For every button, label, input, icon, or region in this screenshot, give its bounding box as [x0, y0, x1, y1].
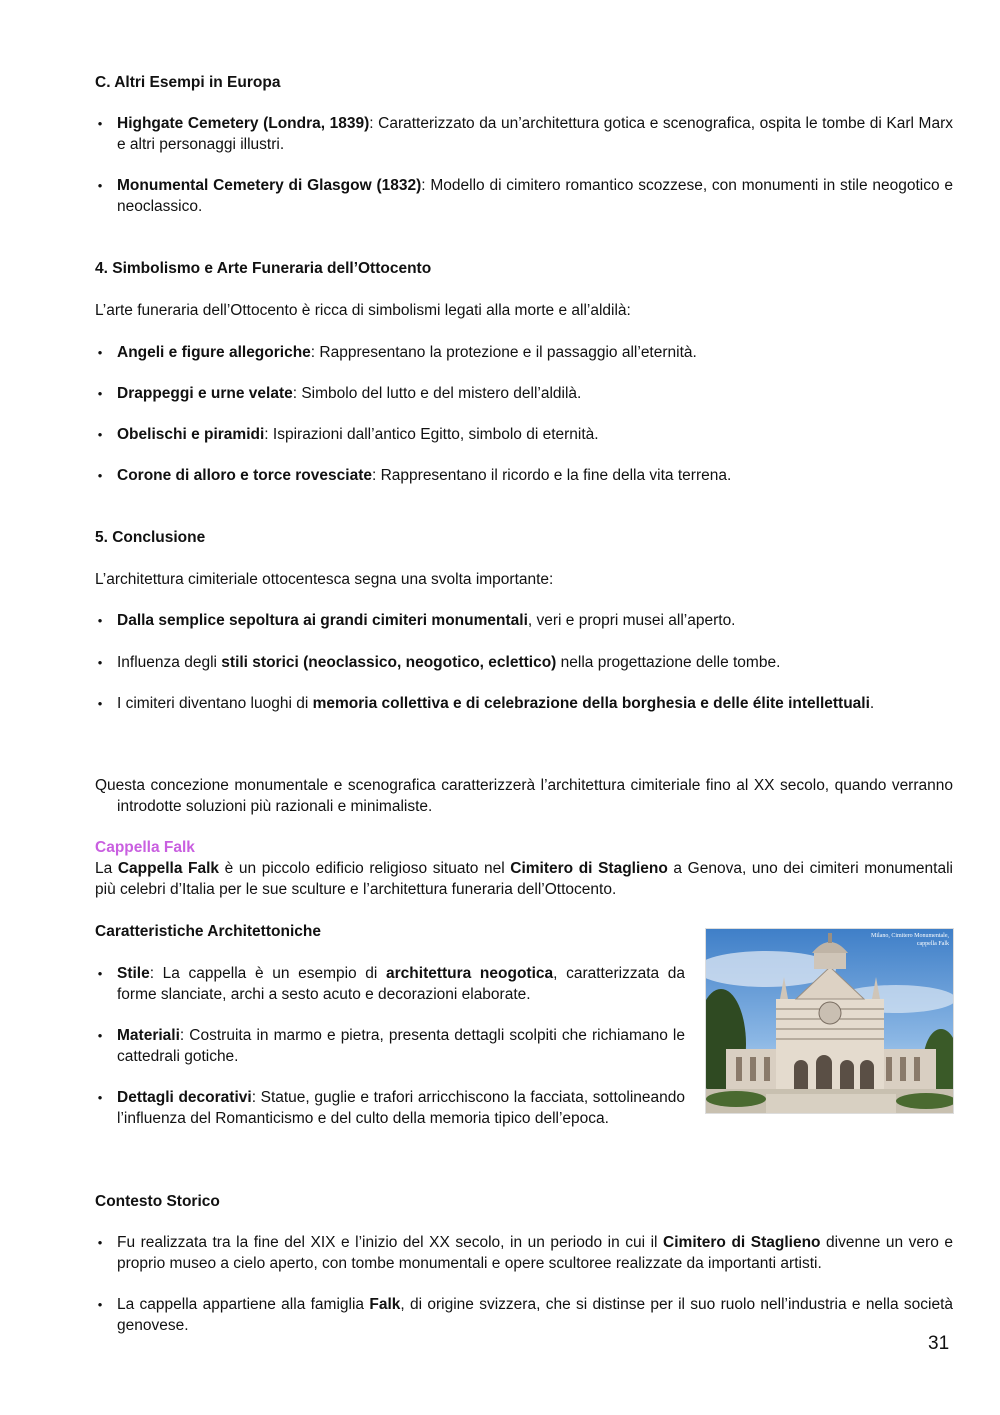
- bullet-icon: •: [97, 178, 103, 193]
- chapel-illustration: [706, 929, 953, 1113]
- item-text: : Rappresentano il ricordo e la fine della vita terrena.: [371, 467, 732, 484]
- cappella-falk-title: Cappella Falk: [95, 839, 195, 856]
- intro-term: Cimitero di Staglieno: [510, 860, 668, 877]
- bullet-icon: •: [97, 468, 103, 483]
- item-term: Dalla semplice sepoltura ai grandi cimiteri monumentali: [117, 612, 528, 629]
- list-item: [95, 342, 953, 363]
- conclusione-intro: L’architettura cimiteriale ottocentesca segna una svolta importante:: [95, 571, 554, 588]
- heading-simbolismo: 4. Simbolismo e Arte Funeraria dell’Ottocento: [95, 260, 432, 277]
- item-text: , veri e propri musei all’aperto.: [527, 612, 736, 629]
- item-term: memoria collettiva e di celebrazione della borghesia e delle élite intellettuali: [312, 695, 870, 712]
- item-term: Drappeggi e urne velate: [117, 385, 293, 402]
- item-term: Cimitero di Staglieno: [663, 1234, 821, 1251]
- bullet-icon: •: [97, 386, 103, 401]
- item-text: : Simbolo del lutto e del mistero dell’aldilà.: [292, 385, 582, 402]
- list-item: [95, 610, 953, 631]
- list-item: [95, 1294, 953, 1336]
- page-number: 31: [928, 1333, 950, 1354]
- heading-altri-esempi: C. Altri Esempi in Europa: [95, 74, 281, 91]
- list-item: [95, 383, 953, 404]
- list-item: [95, 424, 953, 445]
- item-text: : Caratterizzato da un’architettura gotica e scenografica, ospita le tombe di Karl Marx e altri personaggi illustri.: [117, 115, 953, 153]
- list-item: [95, 1232, 953, 1274]
- list-item: [95, 1087, 685, 1129]
- item-text: : Modello di cimitero romantico scozzese, con monumenti in stile neogotico e neoclassico.: [117, 177, 954, 215]
- heading-caratteristiche: Caratteristiche Architettoniche: [95, 923, 321, 940]
- item-term: Dettagli decorativi: [117, 1089, 252, 1106]
- cappella-falk-photo: [705, 928, 954, 1114]
- item-term: Monumental Cemetery di Glasgow (1832): [117, 177, 422, 194]
- bullet-icon: •: [97, 427, 103, 442]
- cappella-falk-intro: [95, 858, 953, 900]
- item-text: , caratterizzata da forme slanciate, archi a sesto acuto e decorazioni elaborate.: [117, 965, 686, 1003]
- list-item: [95, 652, 953, 673]
- item-text: , di origine svizzera, che si distinse per il suo ruolo nell’industria e nella società genovese.: [117, 1296, 953, 1334]
- item-text: Influenza degli: [117, 654, 222, 671]
- item-term: Angeli e figure allegoriche: [117, 344, 311, 361]
- bullet-icon: •: [97, 1297, 103, 1312]
- intro-text: La: [95, 860, 118, 877]
- heading-conclusione: 5. Conclusione: [95, 529, 206, 546]
- item-text: divenne un vero e proprio museo a cielo aperto, con tombe monumentali e opere scultoree realizzate da importanti artisti.: [117, 1234, 953, 1272]
- item-text: .: [869, 695, 875, 712]
- list-item: [95, 1025, 685, 1067]
- photo-caption-line: cappella Falk: [916, 941, 949, 947]
- bullet-icon: •: [97, 1090, 103, 1105]
- list-item: [95, 465, 953, 486]
- item-term: Corone di alloro e torce rovesciate: [117, 467, 372, 484]
- item-term: Materiali: [117, 1027, 180, 1044]
- bullet-icon: •: [97, 116, 103, 131]
- bullet-icon: •: [97, 655, 103, 670]
- item-text: : La cappella è un esempio di: [149, 965, 387, 982]
- item-term: Highgate Cemetery (Londra, 1839): [117, 115, 370, 132]
- item-text: I cimiteri diventano luoghi di: [117, 695, 313, 712]
- photo-caption: [871, 932, 949, 948]
- item-term: Falk: [369, 1296, 401, 1313]
- item-term: architettura neogotica: [386, 965, 554, 982]
- intro-term: Cappella Falk: [117, 860, 220, 877]
- list-item: [95, 175, 953, 217]
- item-term: Stile: [117, 965, 150, 982]
- item-text: nella progettazione delle tombe.: [556, 654, 781, 671]
- item-text: : Ispirazioni dall’antico Egitto, simbolo di eternità.: [264, 426, 599, 443]
- bullet-icon: •: [97, 966, 103, 981]
- simbolismo-intro: L’arte funeraria dell’Ottocento è ricca di simbolismi legati alla morte e all’aldilà:: [95, 302, 631, 319]
- closing-paragraph: Questa concezione monumentale e scenografica caratterizzerà l’architettura cimiteriale fino al XX secolo, quando verranno introdotte soluzioni più razionali e minimaliste.: [95, 777, 953, 815]
- bullet-icon: •: [97, 696, 103, 711]
- bullet-icon: •: [97, 613, 103, 628]
- list-item: [95, 113, 953, 155]
- item-text: : Statue, guglie e trafori arricchiscono la facciata, sottolineando l’influenza del Romanticismo e del culto della memoria tipico dell’epoca.: [117, 1089, 685, 1127]
- item-term: Obelischi e piramidi: [117, 426, 265, 443]
- bullet-icon: •: [97, 1235, 103, 1250]
- item-text: : Costruita in marmo e pietra, presenta dettagli scolpiti che richiamano le cattedrali gotiche.: [117, 1027, 685, 1065]
- item-text: Fu realizzata tra la fine del XIX e l’inizio del XX secolo, in un periodo in cui il: [117, 1234, 664, 1251]
- bullet-icon: •: [97, 345, 103, 360]
- item-text: : Rappresentano la protezione e il passaggio all’eternità.: [310, 344, 697, 361]
- bullet-icon: •: [97, 1028, 103, 1043]
- list-item: [95, 693, 953, 714]
- item-term: stili storici (neoclassico, neogotico, eclettico): [221, 654, 557, 671]
- intro-text: a Genova, uno dei cimiteri monumentali più celebri d’Italia per le sue sculture e l’architettura funeraria dell’Ottocento.: [95, 860, 953, 898]
- heading-contesto-storico: Contesto Storico: [95, 1193, 220, 1210]
- item-text: La cappella appartiene alla famiglia: [117, 1296, 370, 1313]
- photo-caption-line: Milano, Cimitero Monumentale,: [871, 933, 949, 939]
- intro-text: è un piccolo edificio religioso situato nel: [219, 860, 511, 877]
- list-item: [95, 963, 685, 1005]
